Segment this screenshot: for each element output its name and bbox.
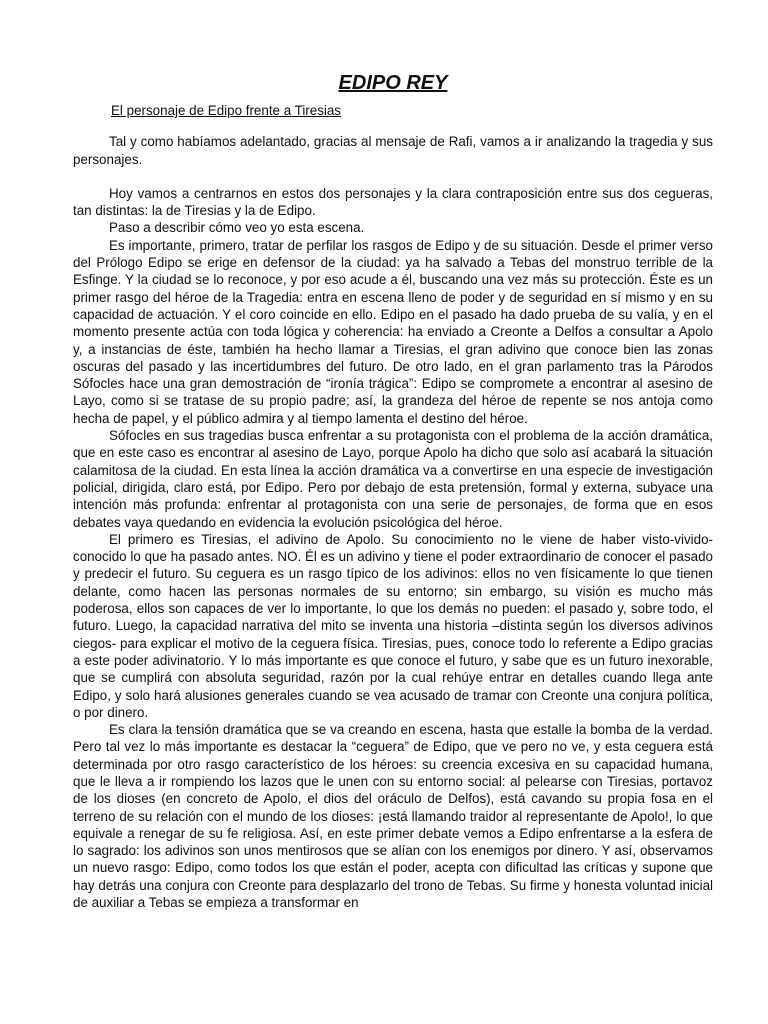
- spacer: [73, 119, 713, 133]
- paragraph: Paso a describir cómo veo yo esta escena.: [109, 220, 365, 236]
- spacer: [73, 168, 713, 185]
- paragraph: Es clara la tensión dramática que se va creando en escena, hasta que estalle la bomba de la verdad. Pero tal vez lo más importante es destacar la “ceguera” de Edipo, que ve pero no ve, y esta ceguera está determinada por otro rasgo característico de los héroes: su creencia excesiva en su capacidad humana, que le lleva a ir rompiendo los lazos que le unen con su entorno social: al pelearse con Tiresias, portavoz de los dioses (en concreto de Apolo, el dios del oráculo de Delfos), está cavando su propia fosa en el terreno de su relación con el mundo de los dioses: ¡está llamando traidor al representante de Apolo!, lo que equivale a renegar de su fe religiosa. Así, en este primer debate vemos a Edipo enfrentarse a la esfera de lo sagrado: los adivinos son unos mentirosos que se alían con los enemigos por dinero. Y así, observamos un nuevo rasgo: Edipo, como todos los que están el poder, acepta con dificultad las críticas y supone que hay detrás una conjura con Creonte para desplazarlo del trono de Tebas. Su firme y honesta voluntad inicial de auxiliar a Tebas se empieza a transformar en: [73, 722, 713, 911]
- paragraph: El primero es Tiresias, el adivino de Apolo. Su conocimiento no le viene de haber visto-vivido-conocido lo que ha pasado antes. NO. Él es un adivino y tiene el poder extraordinario de conocer el pasado y predecir el futuro. Su ceguera es un rasgo típico de los adivinos: ellos no ven físicamente lo que tienen delante, como hacen las personas normales de su entorno; sin embargo, su visión es mucho más poderosa, ellos son capaces de ver lo importante, lo que los demás no pueden: el pasado y, sobre todo, el futuro. Luego, la capacidad narrativa del mito se inventa una historia –distinta según los diversos adivinos ciegos- para explicar el motivo de la ceguera física. Tiresias, pues, conoce todo lo referente a Edipo gracias a este poder adivinatorio. Y lo más importante es que conoce el futuro, y sabe que es un futuro inexorable, que se cumplirá con absoluta seguridad, razón por la cual rehúye entrar en detalles cuando llega ante Edipo, y solo hará alusiones generales cuando se vea acusado de tramar con Creonte una conjura política, o por dinero.: [73, 531, 713, 720]
- paragraph: Hoy vamos a centrarnos en estos dos personajes y la clara contraposición entre sus dos cegueras, tan distintas: la de Tiresias y la de Edipo.: [73, 185, 713, 219]
- document-page: [73, 70, 713, 911]
- document-title: EDIPO REY: [338, 72, 448, 94]
- paragraph: Sófocles en sus tragedias busca enfrentar a su protagonista con el problema de la acción dramática, que en este caso es encontrar al asesino de Layo, porque Apolo ha dicho que solo así acabará la situación calamitosa de la ciudad. En esta línea la acción dramática va a convertirse en una especie de investigación policial, dirigida, claro está, por Edipo. Pero por debajo de esta pretensión, formal y externa, subyace una intención más profunda: enfrentar al protagonista con una serie de personajes, de forma que en esos debates vaya quedando en evidencia la evolución psicológica del héroe.: [73, 428, 713, 530]
- document-subtitle: El personaje de Edipo frente a Tiresias: [111, 103, 342, 118]
- paragraph: Tal y como habíamos adelantado, gracias al mensaje de Rafi, vamos a ir analizando la tragedia y sus personajes.: [73, 134, 713, 167]
- paragraph: Es importante, primero, tratar de perfilar los rasgos de Edipo y de su situación. Desde el primer verso del Prólogo Edipo se erige en defensor de la ciudad: ya ha salvado a Tebas del monstruo terrible de la Esfinge. Y la ciudad se lo reconoce, y por eso acude a él, buscando una vez más su protección. Éste es un primer rasgo del héroe de la Tragedia: entra en escena lleno de poder y de seguridad en sí mismo y en su capacidad de actuación. Y el coro coincide en ello. Edipo en el pasado ha dado prueba de su valía, y en el momento presente actúa con toda lógica y coherencia: ha enviado a Creonte a Delfos a consultar a Apolo y, a instancias de éste, también ha hecho llamar a Tiresias, el gran adivino que conoce bien las zonas oscuras del pasado y las incertidumbres del futuro. De otro lado, en el gran parlamento tras la Párodos Sófocles hace una gran demostración de “ironía trágica”: Edipo se compromete a encontrar al asesino de Layo, como si se tratase de su propio padre; así, la grandeza del héroe de repente se nos antoja como hecha de papel, y el público admira y al tiempo lamenta el destino del héroe.: [73, 237, 713, 426]
